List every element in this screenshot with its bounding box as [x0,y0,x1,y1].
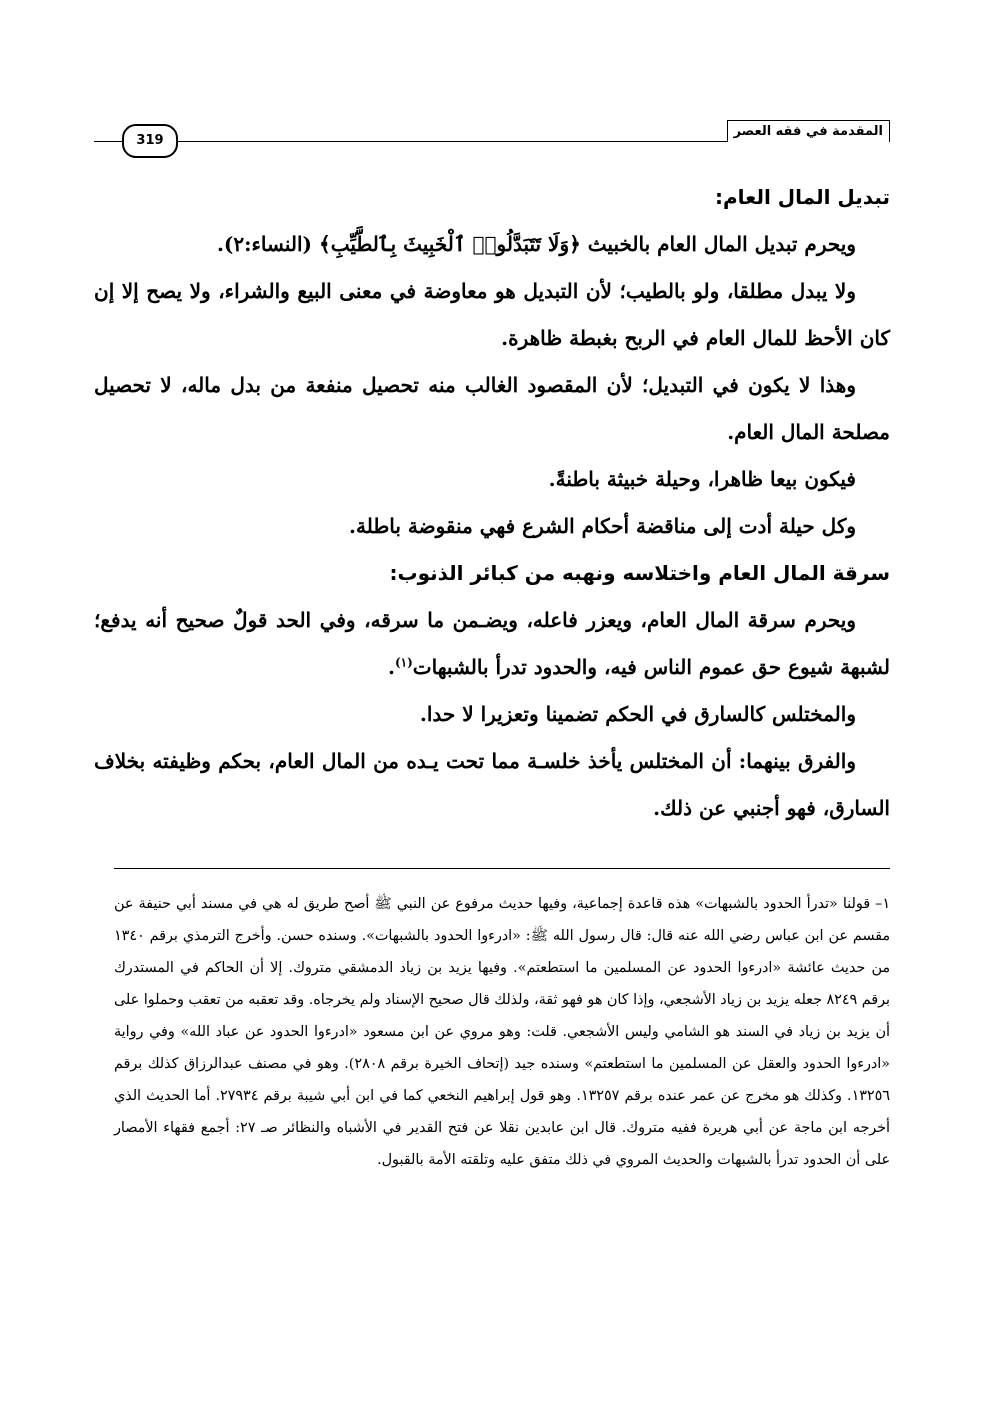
paragraph-text: ويحرم سرقة المال العام، ويعزر فاعله، ويضـمن ما سرقه، وفي الحد قولٌ صحيح أنه يدفع؛ لشبهة شيوع حق عموم الناس فيه، والحدود تدرأ بالشبهات [94,608,890,679]
page-header [94,120,890,150]
paragraph-end: . [387,655,395,679]
paragraph: فيكون بيعا ظاهرا، وحيلة خبيثة باطنةً. [548,467,856,491]
book-title: المقدمة في فقه العصر [727,120,890,142]
footnote: ١– قولنا «تدرأ الحدود بالشبهات» هذه قاعدة إجماعية، وفيها حديث مرفوع عن النبي ﷺ أصح طريق له هي في مسند أبي حنيفة عن مقسم عن ابن عباس رضي الله عنه قال: قال رسول الله ﷺ: «ادرءوا الحدود بالشبهات». وسنده حسن. وأخرج الترمذي برقم ١٣٤٠ من حديث عائشة «ادرءوا الحدود عن المسلمين ما استطعتم». وفيها يزيد بن زياد الدمشقي متروك. إلا أن الحاكم في المستدرك برقم ٨٢٤٩ جعله يزيد بن زياد الأشجعي، وإذا كان هو فهو ثقة، ولذلك قال صحيح الإسناد ولم يخرجاه. وقد تعقبه من تعقب وحملوا على أن يزيد بن زياد في السند هو الشامي وليس الأشجعي. قلت: وهو مروي عن ابن مسعود «ادرءوا الحدود عن عباد الله» وفي رواية «ادرءوا الحدود والعقل عن المسلمين ما استطعتم» وسنده جيد (إتحاف الخيرة برقم ٢٨٠٨). وهو في مصنف عبدالرزاق كذلك برقم ١٣٢٥٦. وكذلك هو مخرج عن عمر عنده برقم ١٣٢٥٧. وهو قول إبراهيم النخعي كما في ابن أبي شيبة برقم ٢٧٩٣٤. أما الحديث الذي أخرجه ابن ماجة عن أبي هريرة ففيه متروك. قال ابن عابدين نقلا عن فتح القدير في الأشباه والنظائر صـ ٢٧: أجمع فقهاء الأمصار على أن الحدود تدرأ بالشبهات والحديث المروي في ذلك متفق عليه وتلقته الأمة بالقبول. [114,896,891,1168]
paragraph: والفرق بينهما: أن المختلس يأخذ خلسـة مما تحت يـده من المال العام، بحكم وظيفته بخلاف السارق، فهو أجنبي عن ذلك. [94,749,890,820]
footnote-divider [114,868,890,869]
paragraph: ولا يبدل مطلقا، ولو بالطيب؛ لأن التبديل هو معاوضة في معنى البيع والشراء، ولا يصح إلا إن كان الأحظ للمال العام في الربح بغبطة ظاهرة. [94,279,890,350]
paragraph: وهذا لا يكون في التبديل؛ لأن المقصود الغالب منه تحصيل منفعة من بدل ماله، لا تحصيل مصلحة المال العام. [94,373,890,444]
main-text [94,174,890,832]
paragraph: ويحرم تبديل المال العام بالخبيث ﴿وَلَا تَتَبَدَّلُوا۟ ٱلْخَبِيثَ بِٱلطَّيِّبِ﴾ (النساء:٢). [216,232,856,256]
paragraph: والمختلس كالسارق في الحكم تضمينا وتعزيرا لا حدا. [419,702,856,726]
paragraph-with-footnote [94,597,890,691]
section-heading: تبديل المال العام: [715,185,890,209]
paragraph: وكل حيلة أدت إلى مناقضة أحكام الشرع فهي منقوضة باطلة. [349,514,856,538]
section-heading: سرقة المال العام واختلاسه ونهبه من كبائر الذنوب: [389,561,890,585]
page-number: 319 [122,124,178,158]
footnotes [114,888,890,1176]
footnote-reference: (١) [394,655,413,670]
